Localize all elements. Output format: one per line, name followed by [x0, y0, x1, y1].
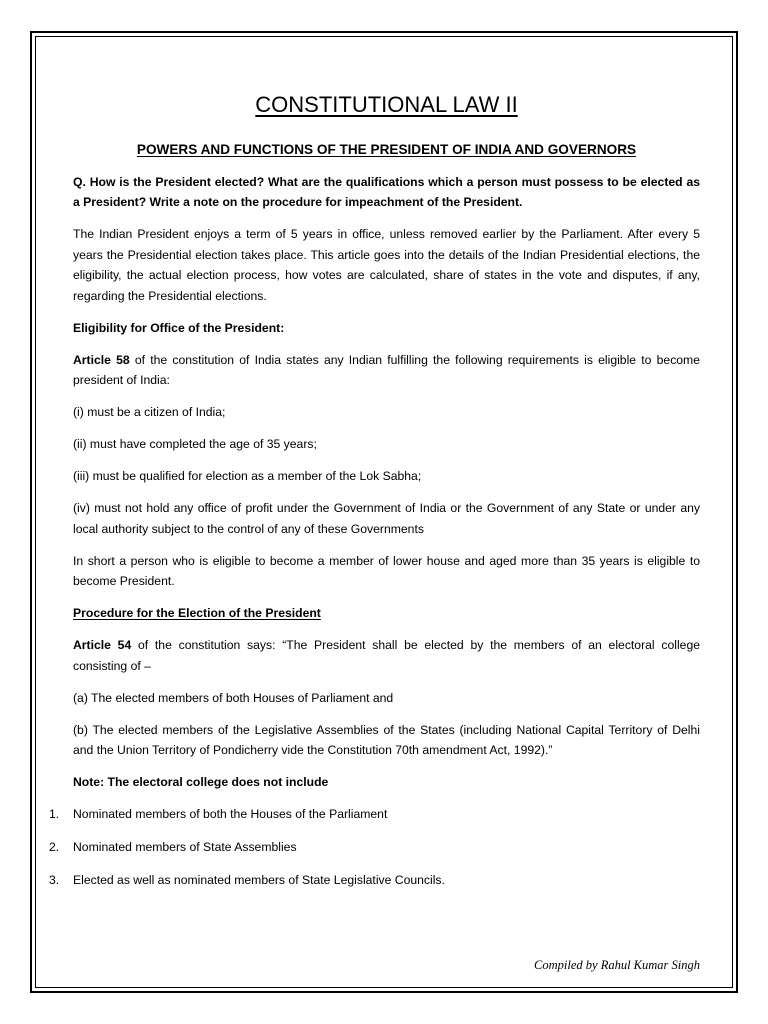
article-58-text: of the constitution of India states any Indian fulfilling the following requirements is eligible to become president of India:: [73, 352, 700, 387]
document-subtitle: POWERS AND FUNCTIONS OF THE PRESIDENT OF INDIA AND GOVERNORS: [136, 142, 637, 157]
list-item: 1. Nominated members of both the Houses of the Parliament: [49, 807, 388, 821]
intro-paragraph: The Indian President enjoys a term of 5 years in office, unless removed earlier by the Parliament. After every 5 years the Presidential election takes place. This article goes into the details of the Indian Presidential elections, the eligibility, the actual election process, how votes are calculated, share of states in the vote and disputes, if any, regarding the Presidential elections.: [73, 227, 700, 303]
requirement-3: (iii) must be qualified for election as a member of the Lok Sabha;: [73, 469, 422, 483]
list-item: 3. Elected as well as nominated members of State Legislative Councils.: [49, 873, 445, 887]
document-title: CONSTITUTIONAL LAW II: [255, 92, 518, 117]
article-58-label: Article 58: [73, 352, 130, 367]
procedure-heading: Procedure for the Election of the President: [73, 606, 321, 620]
article-54-paragraph: [73, 635, 700, 676]
clause-a: (a) The elected members of both Houses of Parliament and: [73, 690, 394, 705]
note-text: Note: The electoral college does not include: [73, 775, 329, 789]
exclusions-list: [49, 804, 700, 891]
requirement-2: (ii) must have completed the age of 35 years;: [73, 437, 317, 451]
footer-credit: Compiled by Rahul Kumar Singh: [534, 958, 700, 972]
clause-b: (b) The elected members of the Legislative Assemblies of the States (including National Capital Territory of Delhi and the Union Territory of Pondicherry vide the Constitution 70th amendment Act, 1992).”: [73, 722, 700, 757]
question-text: Q. How is the President elected? What are the qualifications which a person must possess to be elected as a President? Write a note on the procedure for impeachment of the President.: [73, 174, 700, 209]
article-54-text: of the constitution says: “The President shall be elected by the members of an electoral college consisting of –: [73, 638, 700, 673]
article-54-label: Article 54: [73, 638, 132, 652]
document-body: [49, 90, 700, 903]
requirement-4: (iv) must not hold any office of profit under the Government of India or the Government of any State or under any local authority subject to the control of any of these Governments: [73, 501, 700, 536]
eligibility-heading: Eligibility for Office of the President:: [73, 320, 285, 335]
article-58-paragraph: [73, 350, 700, 391]
requirement-1: (i) must be a citizen of India;: [73, 405, 226, 419]
list-item: 2. Nominated members of State Assemblies: [49, 840, 297, 854]
summary-paragraph: In short a person who is eligible to become a member of lower house and aged more than 35 years is eligible to become President.: [73, 553, 700, 588]
